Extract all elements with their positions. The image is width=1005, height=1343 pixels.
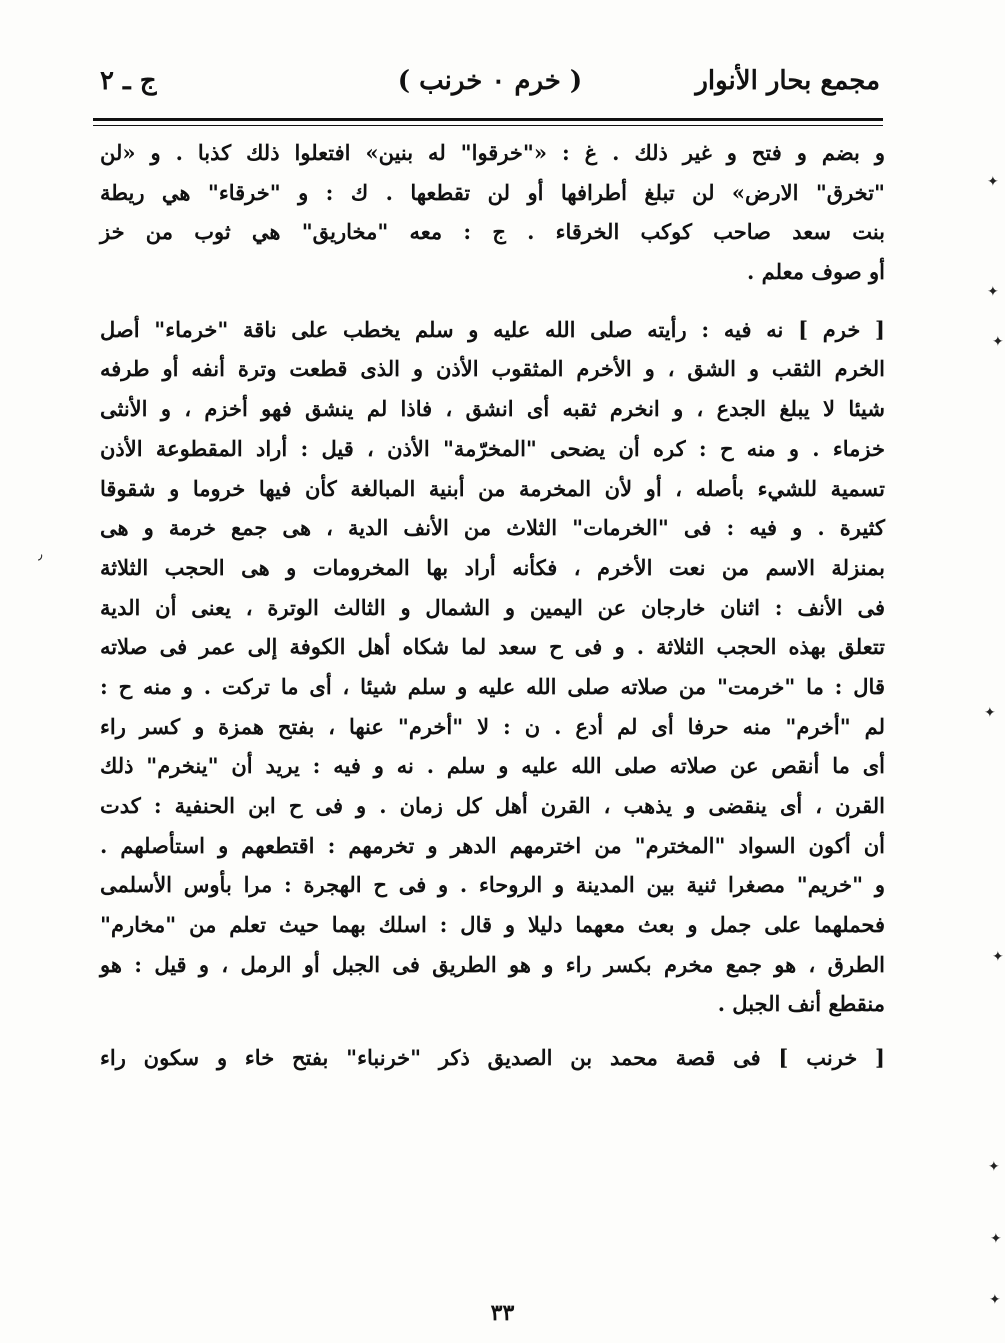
- text-line: كثيرة . و فيه : فى "الخرمات" الثلاث من الأنف الدية ، هى جمع خرمة و هى: [100, 515, 885, 541]
- text-line: فحملهما على جمل و بعث معهما دليلا و قال : اسلك بهما حيث تعلم من "مخارم": [100, 912, 885, 938]
- main-text: [100, 133, 885, 1078]
- header-rule-thin: [93, 125, 883, 126]
- running-header: [100, 62, 880, 112]
- text-line: قال : ما "خرمت" من صلاته صلى الله عليه و سلم شيئا ، أى ما تركت . و منه ح :: [100, 673, 885, 699]
- text-line: أى ما أنقص عن صلاته صلى الله عليه و سلم . نه و فيه : يريد أن "ينخرم" ذلك: [100, 753, 885, 779]
- text-line: و بضم و فتح و غير ذلك . غ : «"خرقوا" له بنين» افتعلوا ذلك كذبا . و «لن: [100, 140, 885, 165]
- text-line: أن أكون السواد "المخترم" من اخترمهم الدهر و تخرمهم : اقتطعهم و استأصلهم .: [100, 832, 885, 858]
- margin-star-icon: ✦: [988, 1159, 1000, 1175]
- margin-star-icon: ✦: [987, 284, 999, 300]
- page-number: ٣٣: [490, 1300, 515, 1326]
- text-line: لم "أخرم" منه حرفا أى لم أدع . ن : لا "أخرم" عنها ، بفتح همزة و كسر راء: [100, 713, 885, 739]
- margin-star-icon: ✦: [987, 174, 999, 190]
- text-line: القرن ، أى ينقضى و يذهب ، القرن أهل كل زمان . و فى ح ابن الحنفية : كدت: [100, 793, 885, 818]
- text-line: بنت سعد صاحب كوكب الخرقاء . ج : معه "مخاريق" هي ثوب من خز: [100, 219, 885, 245]
- margin-star-icon: ✦: [989, 1292, 1001, 1308]
- text-line: بمنزلة الاسم من نعت الأخرم ، فكأنه أراد بها المخرومات و هى الحجب الثلاثة: [100, 554, 885, 580]
- text-line: "تخرق" الارض» لن تبلغ أطرافها أو لن تقطعها . ك : و "خرقاء" هي ريطة: [100, 179, 885, 205]
- margin-star-icon: ✦: [990, 1231, 1002, 1247]
- header-rule-thick: [93, 118, 883, 121]
- section-title: ( خرم ۰ خرنب ): [397, 66, 583, 96]
- paragraph-continuation: [100, 133, 885, 292]
- margin-star-icon: ✦: [992, 334, 1004, 350]
- text-line: الخرم الثقب و الشق ، و الأخرم المثقوب الأذن و الذى قطعت وترة أنفه أو طرفه: [100, 356, 886, 382]
- margin-star-icon: ✦: [992, 949, 1004, 965]
- entry-khurnub: [100, 1038, 885, 1078]
- book-title: مجمع بحار الأنوار: [695, 66, 880, 96]
- text-line: منقطع أنف الجبل .: [717, 991, 885, 1017]
- text-line: [ خرنب ] فى قصة محمد بن الصديق ذكر "خرنباء" بفتح خاء و سكون راء: [100, 1045, 885, 1071]
- text-line: تسمية للشيء بأصله ، أو لأن المخرمة من أبنية المبالغة كأن فيها خروما و شقوقا: [100, 475, 885, 501]
- text-line: تتعلق بهذه الحجب الثلاثة . و فى ح سعد لما شكاه أهل الكوفة إلى عمر فى صلاته: [100, 634, 885, 660]
- text-line: خزماء . و منه ح : كره أن يضحى "المخرّمة" الأذن ، قيل : أراد المقطوعة الأذن: [100, 435, 885, 461]
- text-line: و "خريم" مصغرا ثنية بين المدينة و الروحاء . و فى ح الهجرة : مرا بأوس الأسلمى: [100, 872, 885, 898]
- text-line: أو صوف معلم .: [747, 259, 885, 285]
- margin-star-icon: ✦: [984, 705, 996, 721]
- entry-khurm: [100, 310, 885, 1024]
- text-line: فى الأنف : اثنان خارجان عن اليمين و الشمال و الثالث الوترة ، يعنى أن الدية: [100, 594, 885, 620]
- text-line: شيئا لا يبلغ الجدع ، و انخرم ثقبه أى انشق ، فاذا لم ينشق فهو أخزم ، و الأنثى: [100, 396, 885, 422]
- text-line: [ خرم ] نه فيه : رأيته صلى الله عليه و سلم يخطب على ناقة "خرماء" أصل: [100, 316, 885, 342]
- volume-number: ج ـ ٢: [100, 66, 157, 96]
- text-line: الطرق ، هو جمع مخرم بكسر راء و هو الطريق فى الجبل أو الرمل ، و قيل : هو: [100, 951, 885, 977]
- margin-dot-icon: ٫: [38, 547, 43, 563]
